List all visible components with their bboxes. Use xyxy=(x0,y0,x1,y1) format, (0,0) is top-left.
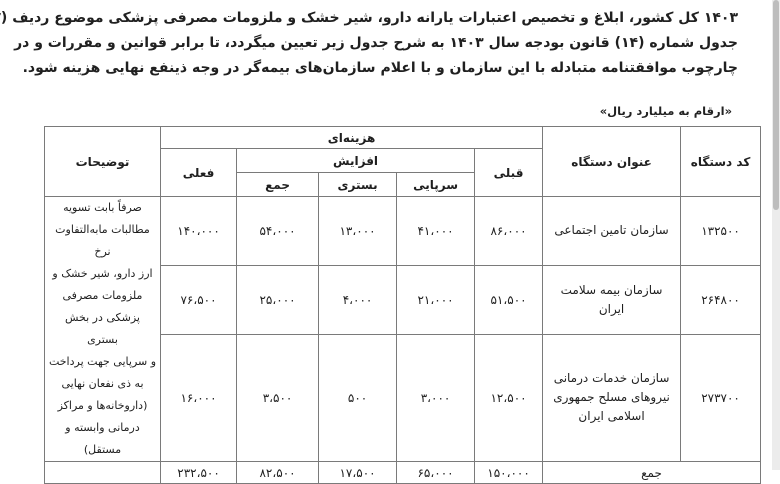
title-line: اسلامی ایران xyxy=(578,409,645,424)
total-inpatient: ۱۷،۵۰۰ xyxy=(319,462,397,484)
cell-sum: ۲۵،۰۰۰ xyxy=(237,265,319,334)
total-sum: ۸۲،۵۰۰ xyxy=(237,462,319,484)
vertical-scrollbar[interactable] xyxy=(772,0,780,470)
cell-sum: ۳،۵۰۰ xyxy=(237,334,319,461)
paragraph-line: چارچوب موافقتنامه متبادله با این سازمان و با اعلام سازمان‌های بیمه‌گر در وجه ذینفع نهایی هزینه شود. xyxy=(22,60,738,76)
description-line: به ذی نفعان نهایی xyxy=(61,377,144,390)
cell-current: ۷۶،۵۰۰ xyxy=(161,265,237,334)
cell-title: سازمان بیمه سلامت ایران xyxy=(543,265,681,334)
description-line: درمانی وابسته و مستقل) xyxy=(65,421,140,456)
cell-inpatient: ۱۳،۰۰۰ xyxy=(319,197,397,266)
cell-outpatient: ۳،۰۰۰ xyxy=(397,334,475,461)
description-line: پزشکی در بخش بستری xyxy=(65,311,140,346)
cell-sum: ۵۴،۰۰۰ xyxy=(237,197,319,266)
description-line: صرفاً بابت تسویه xyxy=(63,201,142,214)
total-current: ۲۳۲،۵۰۰ xyxy=(161,462,237,484)
cell-inpatient: ۵۰۰ xyxy=(319,334,397,461)
description-line: مطالبات مابه‌التفاوت نرخ xyxy=(55,223,150,258)
description-line: و سرپایی جهت پرداخت xyxy=(48,355,157,368)
header-sum: جمع xyxy=(237,173,319,197)
title-line: سازمان خدمات درمانی xyxy=(553,371,670,386)
header-previous: قبلی xyxy=(475,149,543,197)
table-row xyxy=(45,197,761,266)
cell-code: ۱۳۲۵۰۰ xyxy=(681,197,761,266)
paragraph-line: ۱۴۰۳ کل کشور، ابلاغ و تخصیص اعتبارات یارانه دارو، شیر خشک و ملزومات مصرفی پزشکی موضوع ردیف ( xyxy=(0,10,738,26)
title-line: نیروهای مسلح جمهوری xyxy=(553,390,670,405)
body-paragraph xyxy=(0,6,738,81)
cell-code: ۲۷۳۷۰۰ xyxy=(681,334,761,461)
units-note: «ارقام به میلیارد ریال» xyxy=(599,104,732,118)
header-increase: افزایش xyxy=(237,149,475,173)
total-description xyxy=(45,462,161,484)
budget-table xyxy=(44,126,761,484)
cell-title xyxy=(543,334,681,461)
cell-inpatient: ۴،۰۰۰ xyxy=(319,265,397,334)
total-label: جمع xyxy=(543,462,761,484)
description-line: ملزومات مصرفی xyxy=(62,289,143,302)
cell-outpatient: ۴۱،۰۰۰ xyxy=(397,197,475,266)
cell-current: ۱۶،۰۰۰ xyxy=(161,334,237,461)
cell-current: ۱۴۰،۰۰۰ xyxy=(161,197,237,266)
scrollbar-thumb[interactable] xyxy=(773,0,779,210)
cell-code: ۲۶۴۸۰۰ xyxy=(681,265,761,334)
header-cost: هزینه‌ای xyxy=(161,127,543,149)
total-row xyxy=(45,462,761,484)
header-code: کد دستگاه xyxy=(681,127,761,197)
cell-previous: ۵۱،۵۰۰ xyxy=(475,265,543,334)
cell-outpatient: ۲۱،۰۰۰ xyxy=(397,265,475,334)
header-description: توضیحات xyxy=(45,127,161,197)
header-current: فعلی xyxy=(161,149,237,197)
cell-description xyxy=(45,197,161,462)
header-inpatient: بستری xyxy=(319,173,397,197)
cell-previous: ۱۲،۵۰۰ xyxy=(475,334,543,461)
cell-title: سازمان تامین اجتماعی xyxy=(543,197,681,266)
description-line: (داروخانه‌ها و مراکز xyxy=(57,399,148,412)
header-outpatient: سرپایی xyxy=(397,173,475,197)
cell-previous: ۸۶،۰۰۰ xyxy=(475,197,543,266)
header-title: عنوان دستگاه xyxy=(543,127,681,197)
description-line: ارز دارو، شیر خشک و xyxy=(52,267,153,280)
total-previous: ۱۵۰،۰۰۰ xyxy=(475,462,543,484)
total-outpatient: ۶۵،۰۰۰ xyxy=(397,462,475,484)
paragraph-line: جدول شماره (۱۴) قانون بودجه سال ۱۴۰۳ به شرح جدول زیر تعیین میگردد، تا برابر قوانین و مقررات و در xyxy=(14,35,738,51)
